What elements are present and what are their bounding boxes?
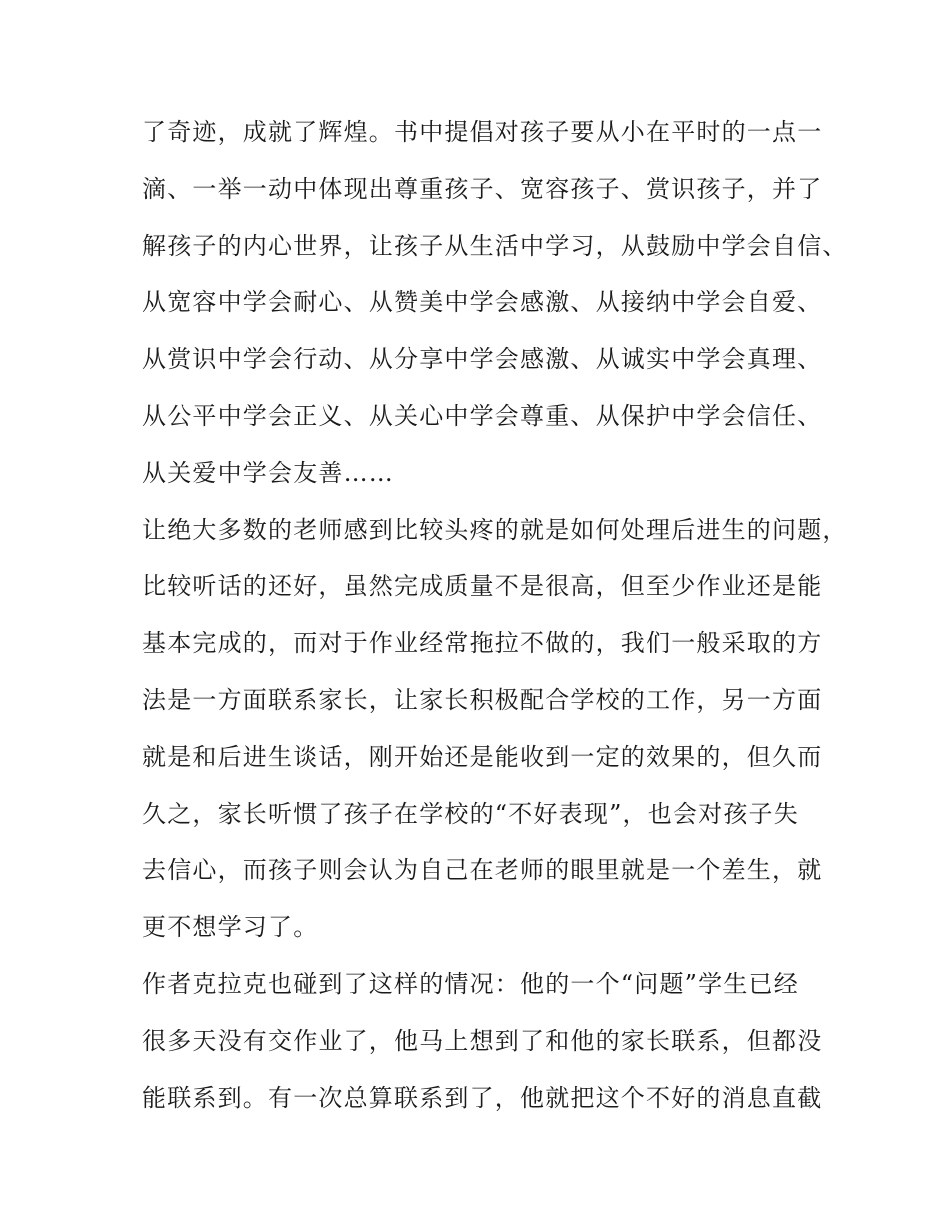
text-line: 更不想学习了。 [142,913,319,942]
text-line: 解孩子的内心世界，让孩子从生活中学习，从鼓励中学会自信、 [142,231,848,260]
text-line: 了奇迹，成就了辉煌。书中提倡对孩子要从小在平时的一点一 [142,118,823,146]
text-line: 能联系到。有一次总算联系到了，他就把这个不好的消息直截 [142,1083,823,1112]
document-body [142,104,848,1126]
text-line: 法是一方面联系家长，让家长积极配合学校的工作，另一方面 [142,685,823,714]
text-line: 比较听话的还好，虽然完成质量不是很高，但至少作业还是能 [142,572,823,601]
text-line: 从赏识中学会行动、从分享中学会感激、从诚实中学会真理、 [142,345,823,374]
text-line: 久之，家长听惯了孩子在学校的“不好表现”，也会对孩子失 [142,799,799,828]
text-line: 从宽容中学会耐心、从赞美中学会感激、从接纳中学会自爱、 [142,288,823,317]
text-line: 就是和后进生谈话，刚开始还是能收到一定的效果的，但久而 [142,742,823,771]
text-line: 让绝大多数的老师感到比较头疼的就是如何处理后进生的问题， [142,515,848,544]
text-line: 从关爱中学会友善…… [142,458,394,487]
text-line: 从公平中学会正义、从关心中学会尊重、从保护中学会信任、 [142,401,823,430]
text-line: 去信心，而孩子则会认为自己在老师的眼里就是一个差生，就 [142,856,823,885]
text-line: 作者克拉克也碰到了这样的情况：他的一个“问题”学生已经 [142,969,799,998]
text-line: 很多天没有交作业了，他马上想到了和他的家长联系，但都没 [142,1026,823,1055]
text-line: 滴、一举一动中体现出尊重孩子、宽容孩子、赏识孩子，并了 [142,174,823,203]
text-line: 基本完成的，而对于作业经常拖拉不做的，我们一般采取的方 [142,629,823,658]
